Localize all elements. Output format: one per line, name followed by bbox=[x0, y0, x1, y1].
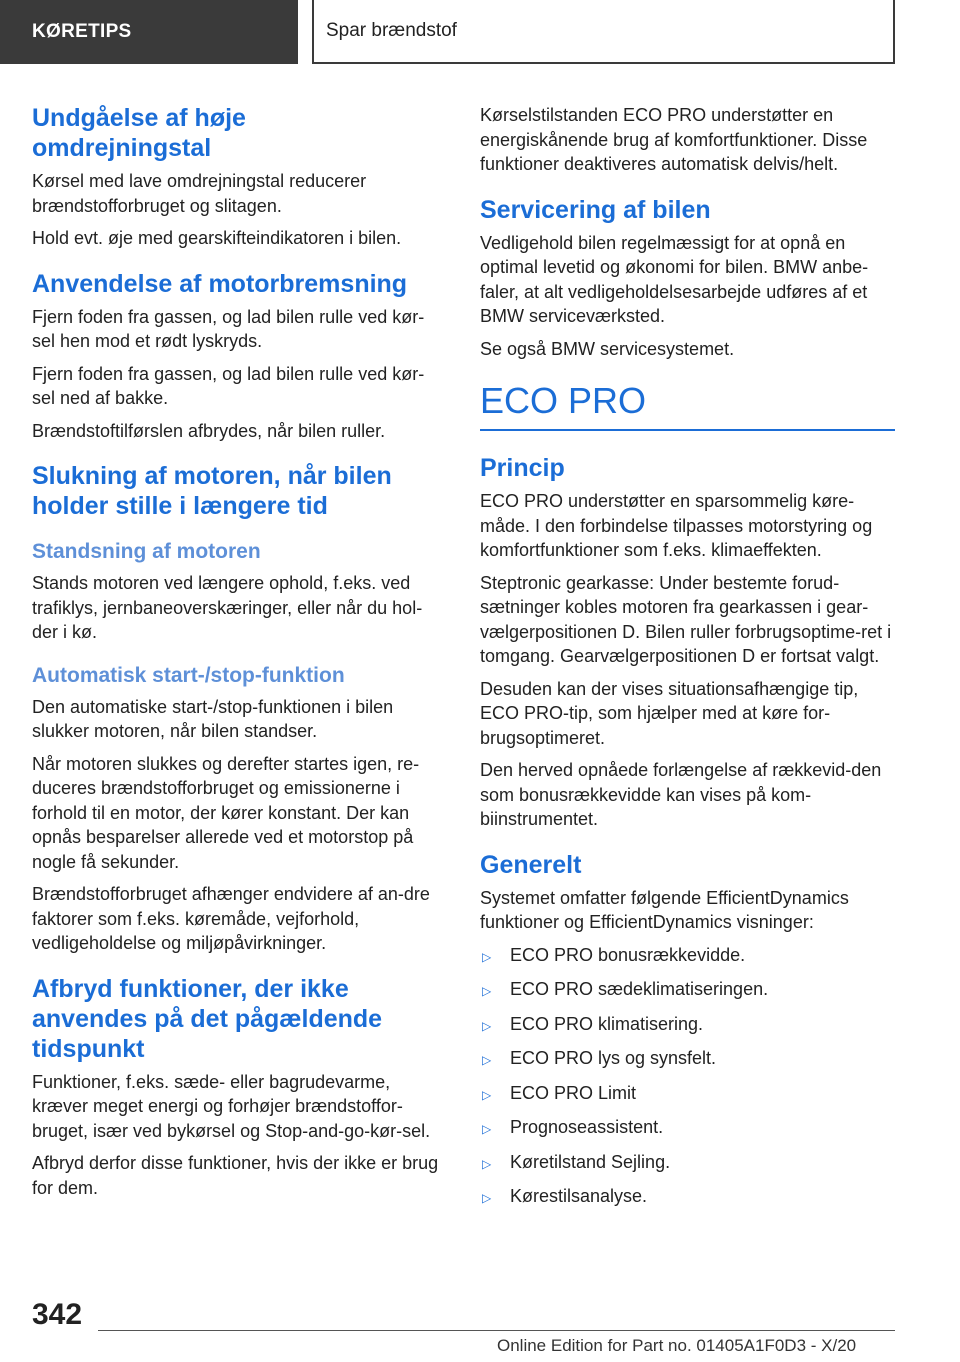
triangle-bullet-icon: ▷ bbox=[482, 984, 492, 998]
list-item-text: Køretilstand Sejling. bbox=[510, 1151, 671, 1172]
paragraph: Funktioner, f.eks. sæde- eller bagrudevarme, kræver meget energi og forhøjer brændstoffor-bruget, især ved bykørsel og Stop-and-go-kør-sel. bbox=[32, 1071, 431, 1141]
list-item bbox=[480, 1184, 895, 1210]
paragraph: Kørsel med lave omdrejningstal reducerer brændstofforbruget og slitagen. bbox=[32, 171, 367, 216]
list-item bbox=[480, 943, 895, 969]
paragraph: Afbryd derfor disse funktioner, hvis der ikke er brug for dem. bbox=[32, 1153, 439, 1198]
triangle-bullet-icon: ▷ bbox=[482, 1087, 492, 1102]
subheading-auto-start-stop: Automatisk start-/stop-funktion bbox=[32, 663, 345, 687]
triangle-bullet-icon: ▷ bbox=[482, 1053, 492, 1067]
footer-divider bbox=[98, 1330, 895, 1331]
triangle-bullet-icon: ▷ bbox=[482, 1191, 492, 1205]
paragraph: Desuden kan der vises situationsafhængige tip, ECO PRO-tip, som hjælper med at køre for-brugsoptimeret. bbox=[480, 678, 859, 748]
list-item-text: ECO PRO Limit bbox=[510, 1082, 637, 1103]
list-item-text: ECO PRO lys og synsfelt. bbox=[510, 1048, 717, 1068]
list-item bbox=[480, 977, 895, 1003]
paragraph: Hold evt. øje med gearskifteindikatoren i bilen. bbox=[32, 228, 402, 248]
heading-avoid-high-rpm: Undgåelse af høje omdrejningstal bbox=[32, 104, 246, 162]
list-item-text: Kørestilsanalyse. bbox=[510, 1186, 648, 1206]
subheading-stop-engine: Standsning af motoren bbox=[32, 540, 261, 563]
paragraph: Vedligehold bilen regelmæssigt for at opnå en optimal levetid og økonomi for bilen. BMW anbe-faler, at alt vedligeholdelsesarbejde udføres af et BMW serviceværksted. bbox=[480, 232, 869, 326]
heading-switch-off-functions: Afbryd funktioner, der ikke anvendes på det pågældende tidspunkt bbox=[32, 974, 383, 1063]
right-column bbox=[480, 103, 895, 1219]
list-item-text: ECO PRO klimatisering. bbox=[510, 1013, 704, 1034]
paragraph: Den herved opnåede forlængelse af rækkevid-den som bonusrækkevidde kan vises på kom-biinstrumentet. bbox=[480, 760, 882, 829]
paragraph: Når motoren slukkes og derefter startes igen, re-duceres brændstofforbruget og emissionerne i forhold til en motor, der kører konstant. Der kan opnås besparelser allerede ved et motorstop på nogle få sekunder. bbox=[32, 753, 420, 872]
list-item bbox=[480, 1115, 895, 1141]
paragraph: Brændstoftilførslen afbrydes, når bilen ruller. bbox=[32, 420, 386, 441]
paragraph: Brændstofforbruget afhænger endvidere af an-dre faktorer som f.eks. køremåde, vejforhold, vedligeholdelse og miljøpåvirkninger. bbox=[32, 884, 430, 953]
left-column bbox=[32, 103, 447, 1208]
edition-note: Online Edition for Part no. 01405A1F0D3 - X/20 bbox=[497, 1336, 857, 1355]
page-header bbox=[0, 0, 960, 66]
heading-general: Generelt bbox=[480, 850, 582, 879]
chapter-heading-eco-pro: ECO PRO bbox=[480, 379, 895, 431]
heading-engine-off: Slukning af motoren, når bilen holder stille i længere tid bbox=[32, 462, 392, 520]
list-item bbox=[480, 1012, 895, 1038]
heading-servicing: Servicering af bilen bbox=[480, 195, 711, 224]
paragraph: ECO PRO understøtter en sparsommelig køre-måde. I den forbindelse tilpasses motorstyring og komfortfunktioner som f.eks. klimaeffekten. bbox=[480, 491, 873, 560]
page-number: 342 bbox=[32, 1298, 83, 1331]
list-item-text: ECO PRO sædeklimatiseringen. bbox=[510, 979, 769, 999]
paragraph: Den automatiske start-/stop-funktionen i bilen slukker motoren, når bilen standser. bbox=[32, 696, 394, 741]
chapter-title: Spar brændstof bbox=[312, 0, 895, 64]
triangle-bullet-icon: ▷ bbox=[482, 1156, 492, 1171]
list-item-text: Prognoseassistent. bbox=[510, 1117, 664, 1137]
paragraph: Se også BMW servicesystemet. bbox=[480, 338, 735, 359]
paragraph: Systemet omfatter følgende EfficientDynamics funktioner og EfficientDynamics visninger: bbox=[480, 887, 849, 932]
paragraph: Fjern foden fra gassen, og lad bilen rulle ved kør-sel hen mod et rødt lyskryds. bbox=[32, 306, 425, 351]
list-item-text: ECO PRO bonusrækkevidde. bbox=[510, 944, 746, 965]
paragraph: Fjern foden fra gassen, og lad bilen rulle ved kør-sel ned af bakke. bbox=[32, 363, 425, 408]
heading-principle: Princip bbox=[480, 454, 565, 482]
paragraph: Steptronic gearkasse: Under bestemte forud-sætninger kobles motoren fra gearkassen i gear-vælgerpositionen D. Bilen ruller forbrugsoptime-ret i tomgang. Gearvælgerpositionen D er fortsat valgt. bbox=[480, 572, 892, 666]
triangle-bullet-icon: ▷ bbox=[482, 1018, 492, 1033]
feature-list bbox=[480, 943, 895, 1211]
paragraph: Stands motoren ved længere ophold, f.eks. ved trafiklys, jernbaneoverskæringer, eller når du hol-der i kø. bbox=[32, 573, 423, 642]
list-item bbox=[480, 1046, 895, 1072]
list-item bbox=[480, 1081, 895, 1107]
triangle-bullet-icon: ▷ bbox=[482, 1122, 492, 1136]
triangle-bullet-icon: ▷ bbox=[482, 949, 492, 964]
list-item bbox=[480, 1150, 895, 1176]
paragraph: Kørselstilstanden ECO PRO understøtter en energiskånende brug af komfortfunktioner. Disse funktioner deaktiveres automatisk delvis/helt. bbox=[480, 105, 868, 174]
heading-engine-braking: Anvendelse af motorbremsning bbox=[32, 269, 408, 298]
section-tab: KØRETIPS bbox=[0, 0, 298, 64]
